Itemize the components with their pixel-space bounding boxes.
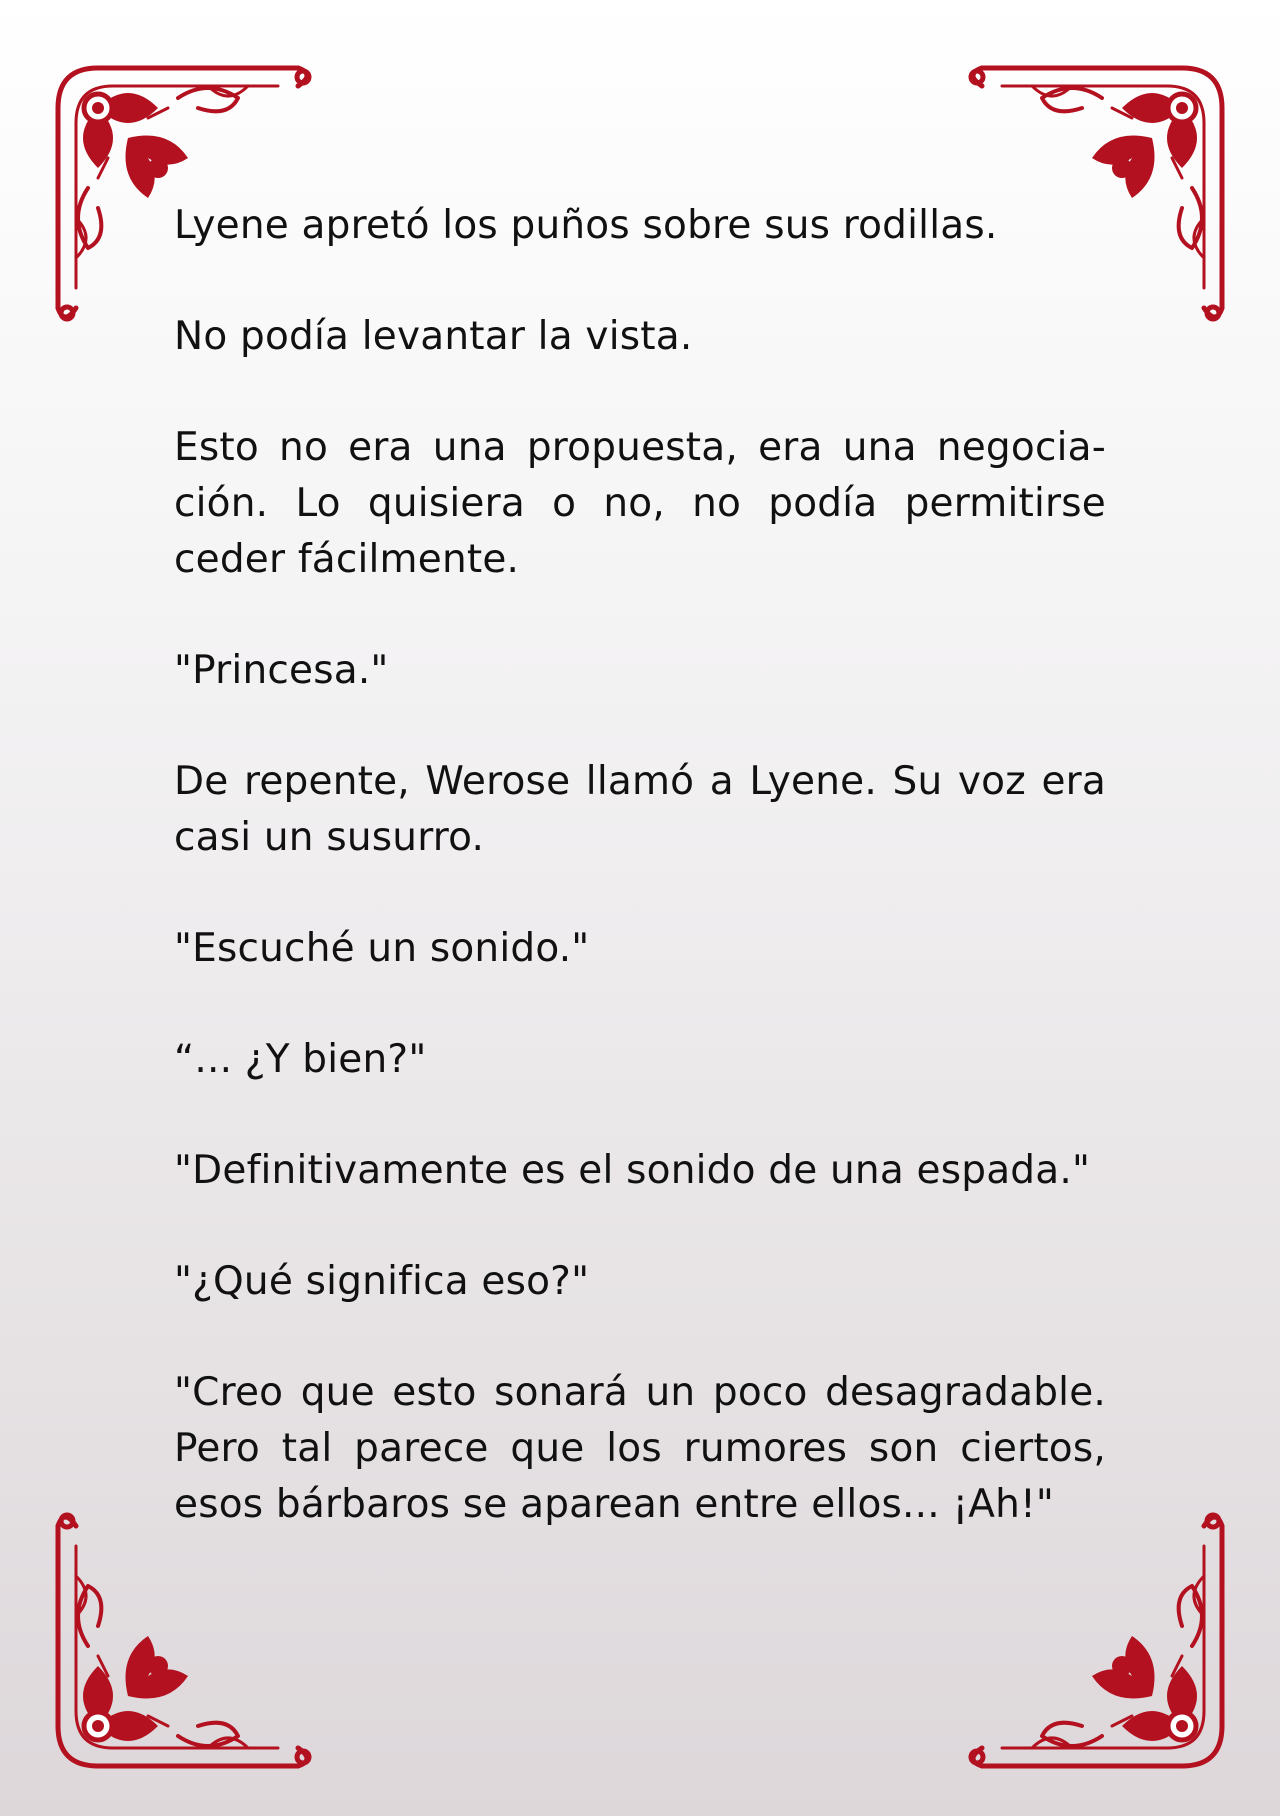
paragraph: "Escuché un sonido." — [174, 926, 590, 971]
paragraph: "Creo que esto sonará un poco desagradable. Pero tal parece que los rumores son ciertos, esos bárbaros se aparean entre ellos... ¡Ah!" — [174, 1370, 1106, 1527]
story-text — [174, 198, 1106, 1588]
paragraph: No podía levantar la vista. — [174, 314, 693, 359]
paragraph: “... ¿Y bien?" — [174, 1037, 427, 1082]
paragraph: "Princesa." — [174, 648, 389, 693]
paragraph: De repente, Werose llamó a Lyene. Su voz era casi un susurro. — [174, 759, 1106, 860]
paragraph: Esto no era una propuesta, era una negocia-ción. Lo quisiera o no, no podía permitirse ceder fácilmente. — [174, 425, 1106, 582]
paragraph: "¿Qué significa eso?" — [174, 1259, 590, 1304]
paragraph: Lyene apretó los puños sobre sus rodillas. — [174, 203, 998, 248]
paragraph: "Definitivamente es el sonido de una espada." — [174, 1148, 1091, 1193]
